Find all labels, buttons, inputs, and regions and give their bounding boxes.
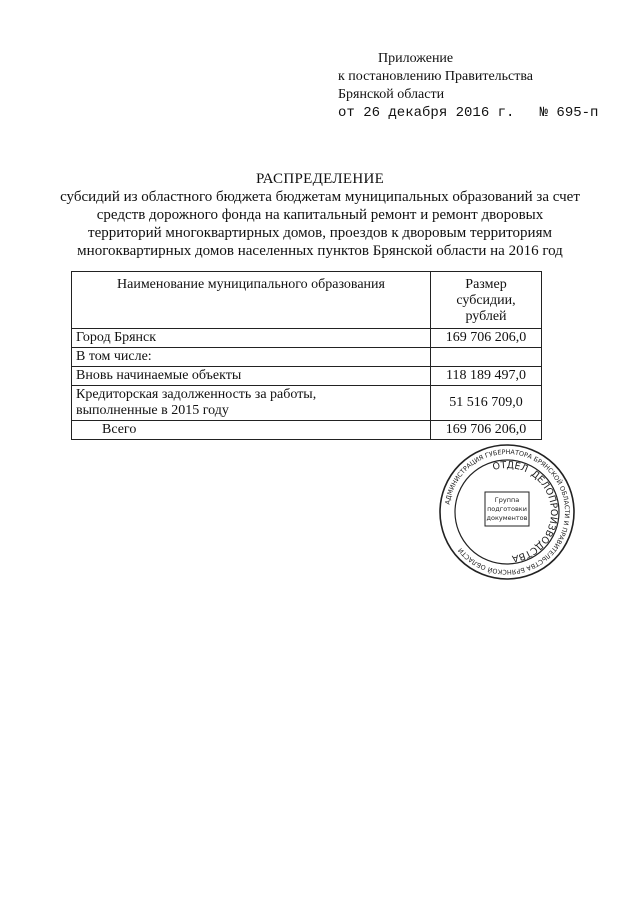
appendix-date-number: от 26 декабря 2016 г. № 695-п xyxy=(338,105,599,121)
table-header-row xyxy=(72,272,542,329)
document-title xyxy=(60,170,580,260)
row-name: Вновь начинаемые объекты xyxy=(72,367,431,386)
header-amount-line1: Размер xyxy=(465,277,507,292)
table-row-total xyxy=(72,421,542,440)
row-amount xyxy=(431,348,542,367)
title-heading: РАСПРЕДЕЛЕНИЕ xyxy=(255,171,385,187)
row-amount: 118 189 497,0 xyxy=(431,367,542,386)
stamp-word-records: ДЕЛОПРОИЗВОДСТВА xyxy=(511,468,560,564)
header-amount xyxy=(431,272,542,329)
subsidy-table xyxy=(71,271,542,440)
stamp-ring-text: АДМИНИСТРАЦИЯ ГУБЕРНАТОРА БРЯНСКОЙ ОБЛАСТИ И ПРАВИТЕЛЬСТВА БРЯНСКОЙ ОБЛАСТИ xyxy=(443,447,572,577)
stamp-inner-line3: документов xyxy=(486,514,528,522)
row-name-line1: Кредиторская задолженность за работы, xyxy=(76,387,317,402)
title-body: субсидий из областного бюджета бюджетам муниципальных образований за счет средств дорожного фонда на капитальный ремонт и ремонт дворовых территорий многоквартирных домов, проездов к дворовым территориям многоквартирных домов населенных пунктов Брянской области на 2016 год xyxy=(60,189,580,259)
appendix-label: Приложение xyxy=(378,51,454,66)
row-name: В том числе: xyxy=(72,348,431,367)
row-name xyxy=(72,386,431,421)
row-amount: 51 516 709,0 xyxy=(431,386,542,421)
table-row xyxy=(72,329,542,348)
table-row xyxy=(72,386,542,421)
appendix-resolution: к постановлению Правительства xyxy=(338,69,534,84)
header-name: Наименование муниципального образования xyxy=(72,272,431,329)
appendix-region: Брянской области xyxy=(338,87,445,102)
table-row xyxy=(72,348,542,367)
row-amount: 169 706 206,0 xyxy=(431,421,542,440)
table-row xyxy=(72,367,542,386)
row-name: Город Брянск xyxy=(72,329,431,348)
row-name: Всего xyxy=(72,421,431,440)
stamp-inner-line2: подготовки xyxy=(487,505,527,513)
row-amount: 169 706 206,0 xyxy=(431,329,542,348)
header-amount-line3: рублей xyxy=(465,309,507,324)
row-name-line2: выполненные в 2015 году xyxy=(76,403,229,418)
office-stamp xyxy=(437,442,577,582)
stamp-word-dept: ОТДЕЛ xyxy=(491,459,530,476)
appendix-block xyxy=(338,50,598,122)
header-amount-line2: субсидии, xyxy=(456,293,516,308)
stamp-inner-line1: Группа xyxy=(494,496,520,504)
